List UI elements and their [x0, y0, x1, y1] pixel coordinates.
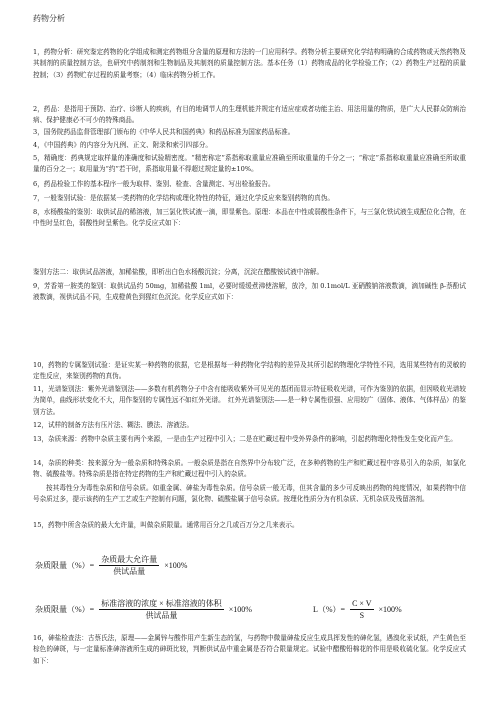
formula-3-tail: ×100% — [378, 605, 402, 614]
para-17: 15，药物中所含杂质的最大允许量，叫做杂质限量。通常用百分之几或百万分之几来表示。 — [33, 521, 299, 529]
para-8: 8，水杨酸盐的鉴别：取供试品的稀溶液，加三氯化铁试液一滴，即显紫色。原理：本品在中性或弱酸性条件下，与三氯化铁试液生成配位化合物，在中性时呈红色，弱酸性时呈紫色。化学反应式如下： — [33, 208, 466, 228]
formula-2-tail: ×100% — [228, 605, 252, 614]
para-9: 鉴别方法二：取供试品溶液，加稀盐酸，即析出白色水杨酸沉淀；分离，沉淀在醋酸铵试液中溶解。 — [33, 268, 324, 276]
formula-3-denominator: S — [359, 611, 365, 620]
formula-3-fraction — [350, 598, 373, 621]
formula-1-lhs: 杂质限量（%）= — [35, 561, 95, 570]
formula-1-numerator: 杂质最大允许量 — [101, 555, 158, 564]
formula-1-denominator: 供试品量 — [113, 567, 146, 576]
para-18: 16，砷盐检查法：古蔡氏法，原理——金属锌与酸作用产生新生态的氢，与药物中微量砷盐反应生成具挥发性的砷化氢，遇溴化汞试纸，产生黄色至棕色的砷斑，与一定量标准砷溶液所生成的砷斑比较，判断供试品中重金属是否符合限量规定。试验中醋酸铅棉花的作用是吸收硫化氢。化学反应式如下： — [33, 634, 466, 665]
para-11: 10，药物的专属鉴别试验：是证实某一种药物的依据，它是根据每一种药物化学结构的差异及其所引起的物理化学特性不同，选用某些特有的灵敏的定性反应，来鉴别药物的真伪。 — [33, 361, 466, 381]
formula-3-lhs: L（%）= — [313, 605, 346, 614]
para-7: 7，一般鉴别试验：是依据某一类药物的化学结构或理化特性的特征，通过化学反应来鉴别药物的真伪。 — [33, 194, 334, 202]
formula-2-lhs: 杂质限量（%）= — [35, 605, 95, 614]
para-10: 9，芳香第一胺类的鉴别：取供试品约 50mg，加稀盐酸 1ml，必要时缓缓煮沸使溶解，放冷，加 0.1mol/L 亚硝酸钠溶液数滴，滴加碱性 β-萘酚试液数滴，视供试品不同，生成橙黄色到猩红色沉淀。化学反应式如下： — [33, 282, 466, 302]
para-5: 5，精确度：药典规定取样量的准确度和试验精密度。“精密称定”系指称取重量应准确至所取重量的千分之一；“称定”系指称取重量应准确至所取重量的百分之一；取用量为“约”若干时，系指取用量不得超过规定量的±10%。 — [33, 154, 466, 174]
formula-impurity-limit — [35, 554, 187, 577]
para-3: 3，国务院药品监督管理部门颁布的《中华人民共和国药典》和药品标准为国家药品标准。 — [33, 128, 295, 136]
formula-2-numerator: 标准溶液的浓度 × 标准溶液的体积 — [101, 599, 222, 608]
para-12: 11，光谱鉴别法：紫外光谱鉴别法——多数有机药物分子中含有能吸收紫外可见光的基团而显示特征吸收光谱，可作为鉴别的依据，但因吸收光谱较为简单，曲线形状变化不大，用作鉴别的专属性远不如红外光谱。 红外光谱鉴别法——是一种专属性很强、应用较广（固体、液体、气体样品）的鉴别方法。 — [33, 385, 466, 416]
para-15: 14，杂质的种类：按来源分为一般杂质和特殊杂质。一般杂质是指在自然界中分布较广泛，在多种药物的生产和贮藏过程中容易引入的杂质，如氯化物、硫酸盐等。特殊杂质是指在特定药物的生产和贮藏过程中引入的杂质。 — [33, 459, 466, 479]
para-13: 12，试样的制备方法有压片法、糊法、膜法、溶液法。 — [33, 421, 194, 429]
formula-3-numerator: C × V — [352, 599, 372, 608]
formula-standard-solution — [35, 598, 252, 621]
para-1: 1，药物分析：研究鉴定药物的化学组成和测定药物组分含量的原理和方法的一门应用科学。药物分析主要研究化学结构明确的合成药物或天然药物及其制剂的质量控制方法，也研究中药制剂和生物制品及其制剂的质量控制方法。基本任务（1）药物成品的化学检验工作；（2）药物生产过程的质量控制；（3）药物贮存过程的质量考察；（4）临床药物分析工作。 — [33, 48, 466, 79]
formula-2-denominator: 供试品量 — [145, 611, 178, 620]
para-16: 按其毒性分为毒性杂质和信号杂质。如重金属、砷盐为毒性杂质。信号杂质一般无毒，但其含量的多少可反映出药物的纯度情况，如果药物中信号杂质过多，提示该药的生产工艺或生产控制有问题，氯化物、硫酸盐属于信号杂质。按理化性质分为有机杂质、无机杂质及残留溶剂。 — [33, 484, 466, 504]
para-14: 13，杂质来源：药物中杂质主要有两个来源，一是由生产过程中引入；二是在贮藏过程中受外界条件的影响，引起药物理化特性发生变化而产生。 — [33, 435, 457, 443]
formula-1-fraction — [99, 554, 159, 577]
para-6: 6，药品检验工作的基本程序一般为取样、鉴别、检查、含量测定、写出检验报告。 — [33, 180, 275, 188]
doc-title: 药物分析 — [33, 14, 65, 23]
para-2: 2，药品：是指用于预防、治疗、诊断人的疾病，有目的地调节人的生理机能并规定有适应症或者功能主治、用法用量的物质，是广大人民群众防病治病、保护健康必不可少的特殊商品。 — [33, 105, 466, 125]
para-4: 4，《中国药典》的内容分为凡例、正文、附录和索引四部分。 — [33, 141, 212, 149]
formula-1-tail: ×100% — [164, 561, 188, 570]
formula-limit-l — [313, 598, 402, 621]
formula-2-fraction — [99, 598, 224, 621]
